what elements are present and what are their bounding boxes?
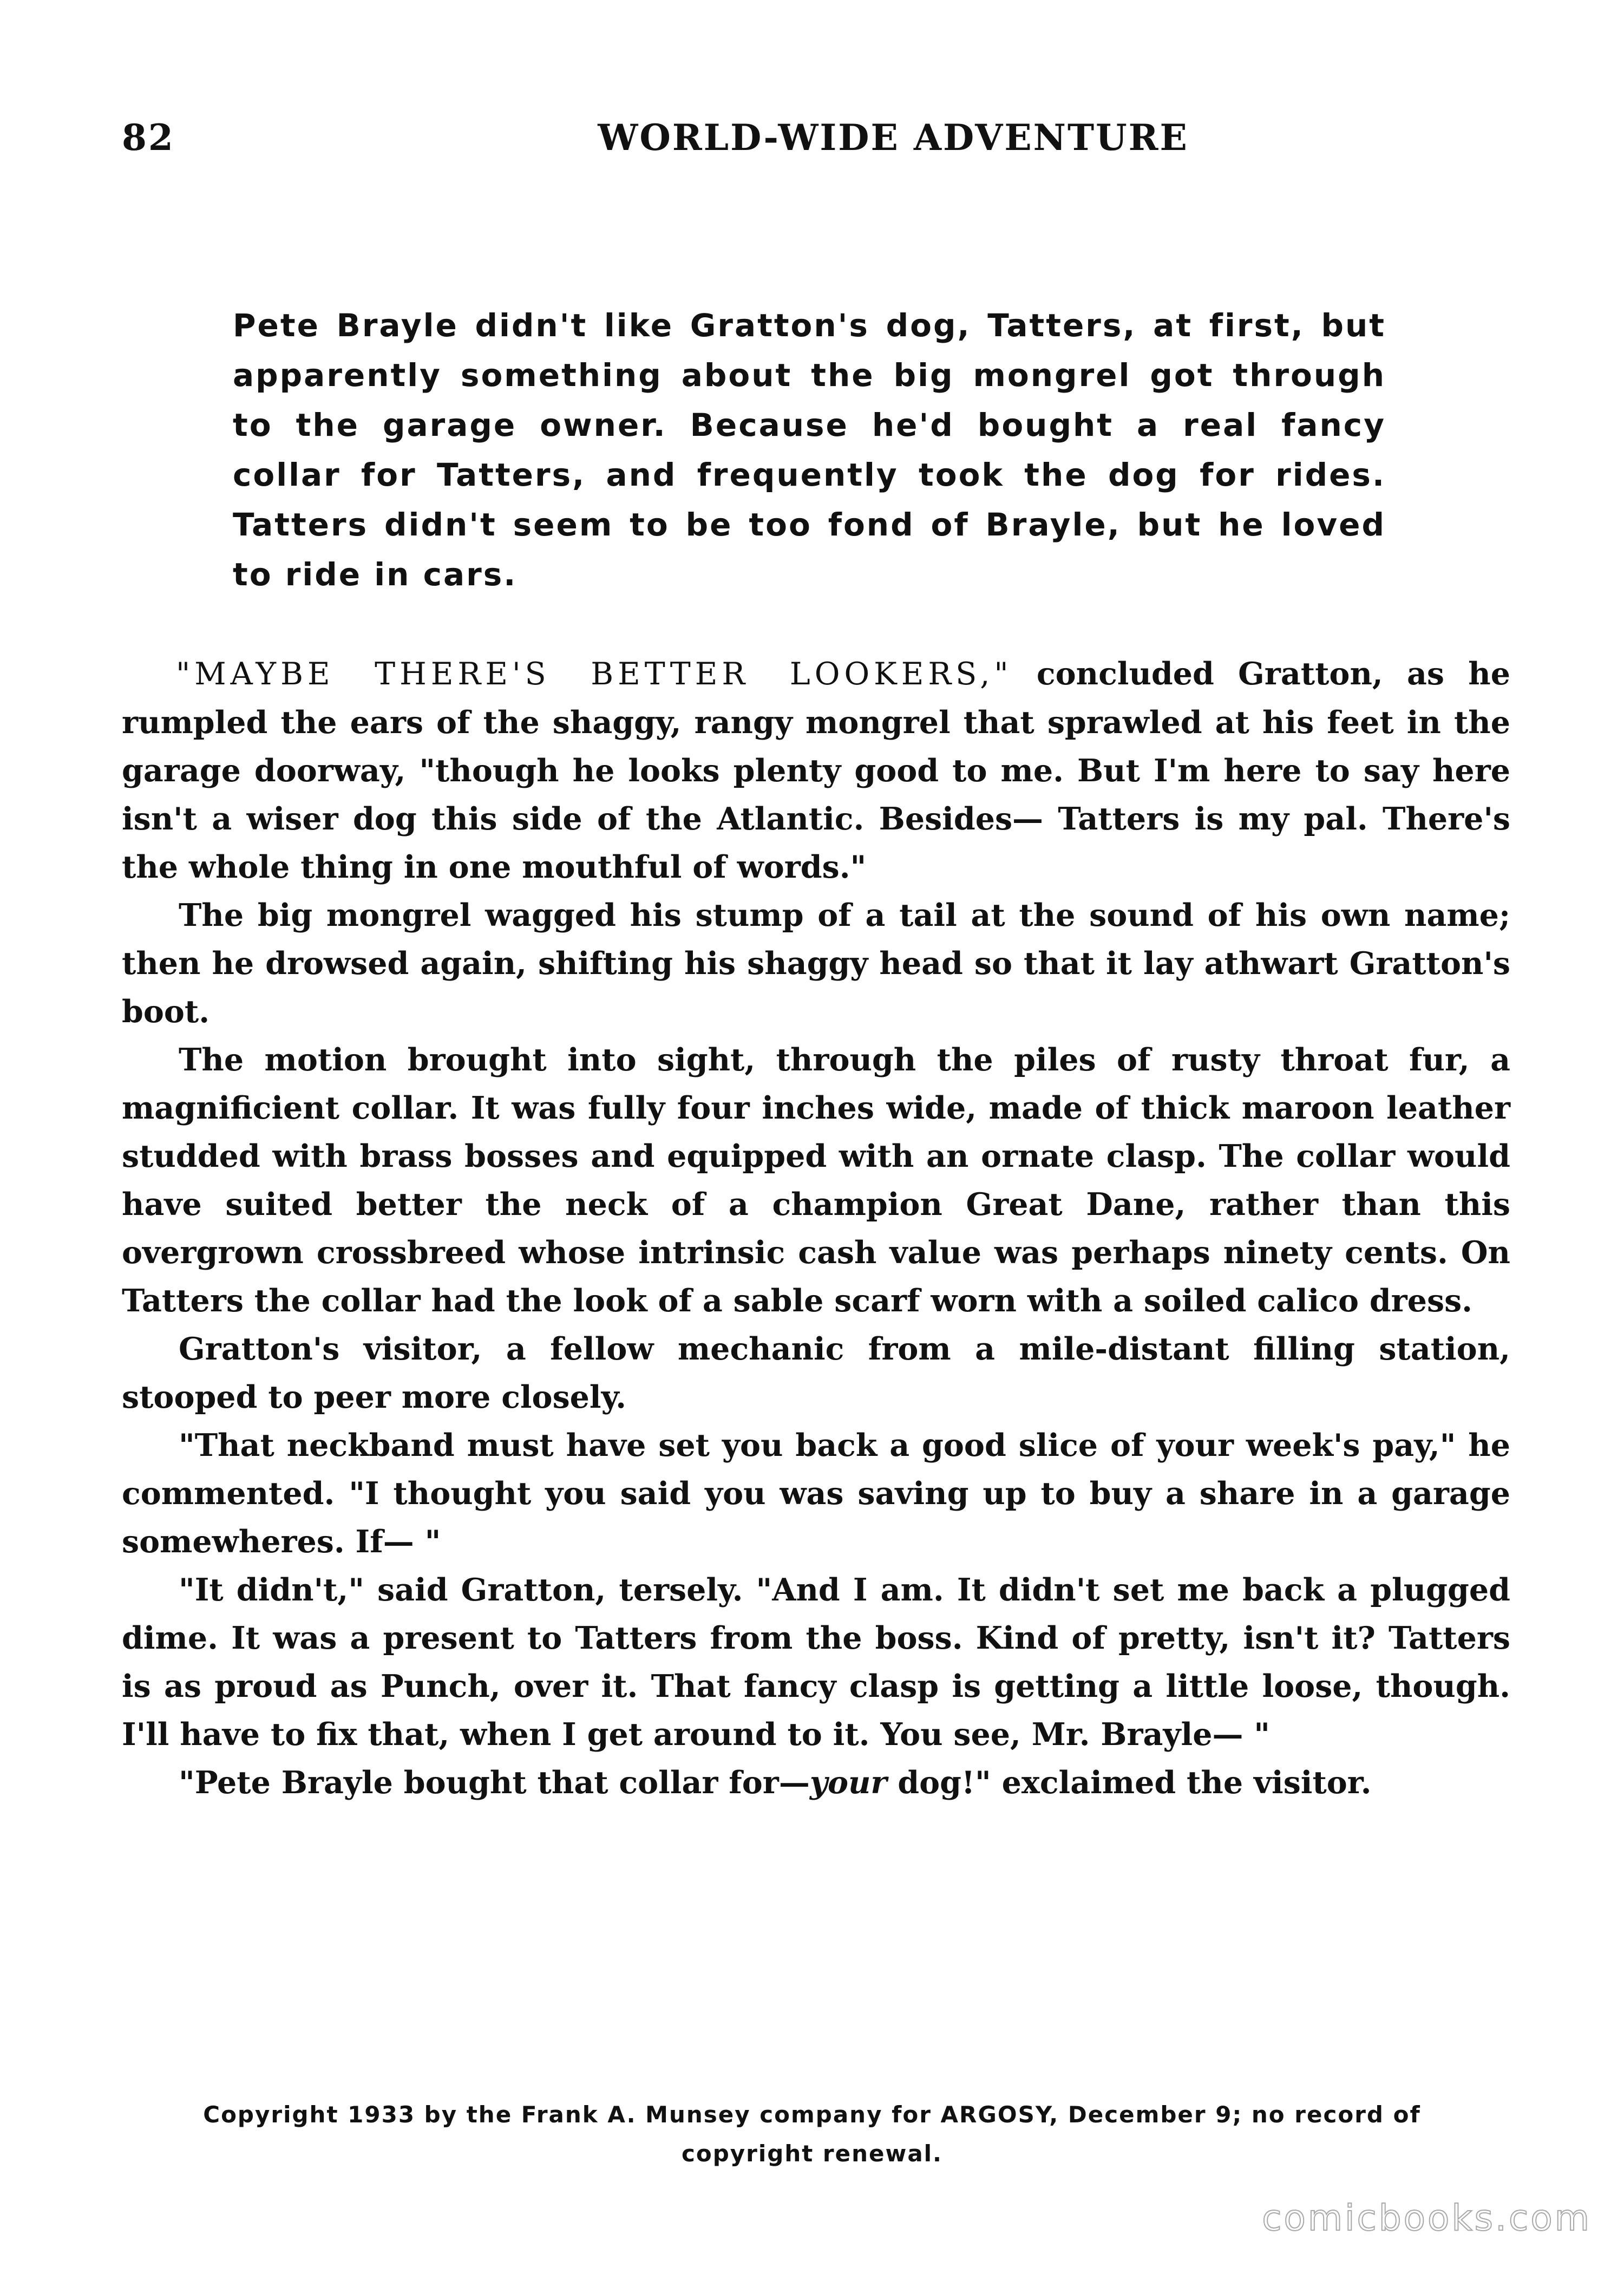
story-intro-blurb: Pete Brayle didn't like Gratton's dog, Tatters, at first, but apparently something about the big mongrel got through to the garage owner. Because he'd bought a real fancy collar for Tatters, and frequently took the dog for rides. Tatters didn't seem to be too fond of Brayle, but he loved to ride in cars. xyxy=(233,307,1386,593)
copyright-notice: Copyright 1933 by the Frank A. Munsey company for ARGOSY, December 9; no record of copyright renewal. xyxy=(203,2101,1421,2167)
site-watermark: comicbooks.com xyxy=(1262,2197,1592,2239)
story-paragraph-5: "That neckband must have set you back a good slice of your week's pay," he commented. "I thought you said you was saving up to buy a share in a garage somewheres. If— " xyxy=(122,1427,1510,1560)
story-body xyxy=(122,650,1510,1807)
opening-caps-text: "MAYBE THERE'S BETTER LOOKERS," xyxy=(176,656,1013,692)
story-paragraph-1 xyxy=(122,650,1510,891)
story-paragraph-3: The motion brought into sight, through the piles of rusty throat fur, a magnificient collar. It was fully four inches wide, made of thick maroon leather studded with brass bosses and equipped with an ornate clasp. The collar would have suited better the neck of a champion Great Dane, rather than this overgrown crossbreed whose intrinsic cash value was perhaps ninety cents. On Tatters the collar had the look of a sable scarf worn with a soiled calico dress. xyxy=(122,1042,1510,1319)
story-paragraph-7 xyxy=(122,1759,1510,1807)
emphasized-word: your xyxy=(809,1765,887,1801)
story-paragraph-4: Gratton's visitor, a fellow mechanic from a mile-distant filling station, stooped to peer more closely. xyxy=(122,1331,1510,1415)
running-title: WORLD-WIDE ADVENTURE xyxy=(598,116,1189,159)
page-number: 82 xyxy=(122,116,175,159)
paragraph-1-text: concluded Gratton, as he rumpled the ears of the shaggy, rangy mongrel that sprawled at his feet in the garage doorway, "though he looks plenty good to me. But I'm here to say here isn't a wiser dog this side of the Atlantic. Besides— Tatters is my pal. There's the whole thing in one mouthful of words." xyxy=(122,656,1510,885)
paragraph-7-text-end: dog!" exclaimed the visitor. xyxy=(887,1765,1372,1801)
story-paragraph-2: The big mongrel wagged his stump of a tail at the sound of his own name; then he drowsed again, shifting his shaggy head so that it lay athwart Gratton's boot. xyxy=(122,897,1510,1030)
story-paragraph-6: "It didn't," said Gratton, tersely. "And I am. It didn't set me back a plugged dime. It was a present to Tatters from the boss. Kind of pretty, isn't it? Tatters is as proud as Punch, over it. That fancy clasp is getting a little loose, though. I'll have to fix that, when I get around to it. You see, Mr. Brayle— " xyxy=(122,1572,1510,1753)
page-header xyxy=(122,116,1508,176)
paragraph-7-text-start: "Pete Brayle bought that collar for— xyxy=(179,1765,810,1801)
